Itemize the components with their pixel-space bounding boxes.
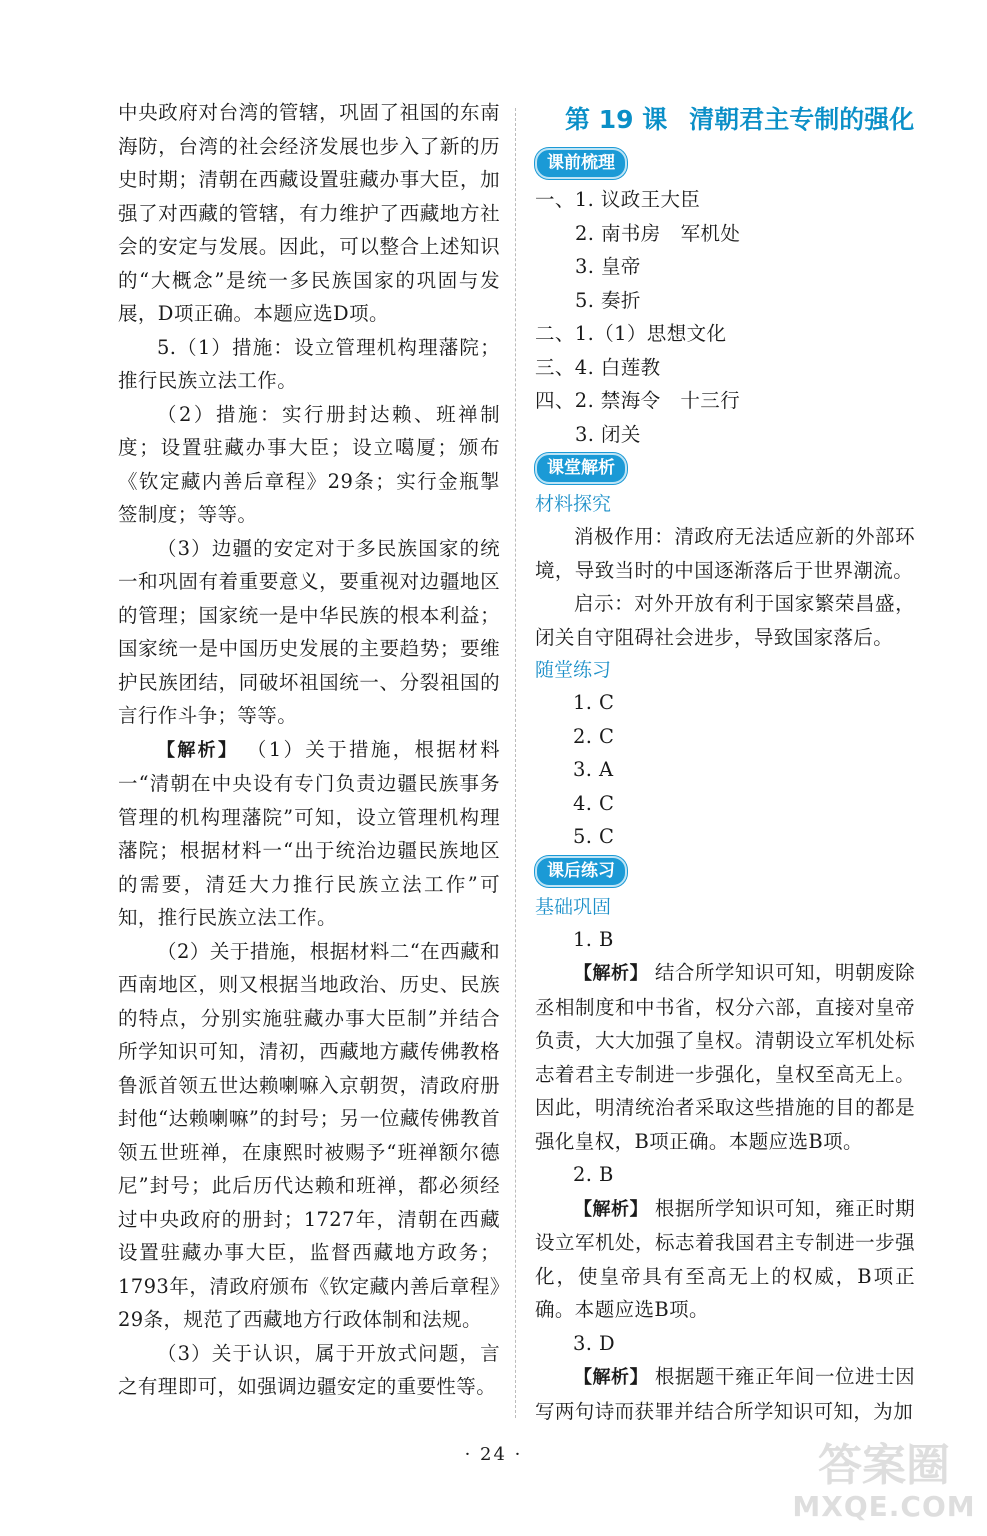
pre-item: 3. 闭关 — [575, 422, 641, 446]
question-2-answer: 2. B — [573, 1163, 614, 1186]
question-2-analysis — [535, 1192, 915, 1327]
analysis-tag: 【解析】 — [574, 963, 649, 984]
lesson-number: 第 19 课 — [565, 105, 668, 134]
page-number: · 24 · — [464, 1444, 523, 1465]
practice-answer: 4. C — [573, 791, 615, 815]
watermark-url: MXQE.COM — [792, 1490, 976, 1523]
section-badge-preclass: 课前梳理 — [535, 148, 627, 179]
practice-answer: 1. C — [573, 691, 615, 714]
right-column — [535, 96, 915, 1428]
analysis-5-3: （3）关于认识，属于开放式问题，言之有理即可，如强调边疆安定的重要性等。 — [118, 1341, 500, 1398]
question-1-answer: 1. B — [573, 927, 614, 951]
pre-item: 5. 奏折 — [575, 288, 641, 312]
analysis-5-1-text: （1）关于措施，根据材料一“清朝在中央设有专门负责边疆民族事务管理的机构理藩院”可知，设立管理机构理藩院；根据材料一“出于统治边疆民族地区的需要，清廷大力推行民族立法工作”可知，推行民族立法工作。 — [118, 737, 500, 929]
question-3-answer: 3. D — [573, 1331, 616, 1355]
pre-item: 一、1. 议政王大臣 — [535, 188, 701, 211]
question-3-analysis — [535, 1360, 915, 1428]
question-1-analysis — [535, 956, 915, 1158]
pre-item: 2. 南书房 军机处 — [575, 221, 741, 245]
analysis-text: 根据所学知识可知，雍正时期设立军机处，标志着我国君主专制进一步强化，使皇帝具有至高无上的权威，B项正确。本题应选B项。 — [535, 1196, 915, 1321]
analysis-text: 结合所学知识可知，明朝废除丞相制度和中书省，权分六部，直接对皇帝负责，大大加强了皇权。清朝设立军机处标志着君主专制进一步强化，皇权至高无上。因此，明清统治者采取这些措施的目的都是强化皇权，B项正确。本题应选B项。 — [535, 961, 915, 1153]
analysis-tag: 【解析】 — [574, 1367, 649, 1388]
section-badge-afterclass: 课后练习 — [535, 856, 627, 887]
lesson-title — [565, 100, 915, 140]
left-column — [118, 96, 500, 1404]
analysis-5-2: （2）关于措施，根据材料二“在西藏和西南地区，则又根据当地政治、历史、民族的特点，分别实施驻藏办事大臣制”并结合所学知识可知，清初，西藏地方藏传佛教格鲁派首领五世达赖喇嘛入京朝贺，清政府册封他“达赖喇嘛”的封号；另一位藏传佛教首领五世班禅，在康熙时被赐予“班禅额尔德尼”封号；此后历代达赖和班禅，都必须经过中央政府的册封；1727年，清朝在西藏设置驻藏办事大臣，监督西藏地方政务；1793年，清政府颁布《钦定藏内善后章程》29条，规范了西藏地方行政体制和法规。 — [118, 939, 500, 1331]
analysis-5-1 — [118, 733, 500, 935]
watermark-text: 答案圈 — [818, 1440, 950, 1491]
answer-5-3: （3）边疆的安定对于多民族国家的统一和巩固有着重要意义，要重视对边疆地区的管理；国家统一是中华民族的根本利益；国家统一是中国历史发展的主要趋势；要维护民族团结，同破坏祖国统一、分裂祖国的言行作斗争；等等。 — [118, 536, 500, 727]
subhead-basic: 基础巩固 — [535, 895, 612, 918]
analysis-tag: 【解析】 — [574, 1198, 649, 1220]
analysis-tag: 【解析】 — [157, 739, 239, 761]
material-insight: 启示：对外开放有利于国家繁荣昌盛，闭关自守阻碍社会进步，导致国家落后。 — [535, 592, 915, 649]
pre-item: 二、1.（1）思想文化 — [535, 322, 727, 345]
practice-answer: 3. A — [573, 758, 614, 781]
analysis-text: 根据题干雍正年间一位进士因写两句诗而获罪并结合所学知识可知，为加 — [535, 1365, 915, 1423]
subhead-material: 材料探究 — [535, 493, 612, 515]
practice-answer: 2. C — [573, 724, 615, 748]
section-badge-inclass: 课堂解析 — [535, 453, 627, 484]
pre-item: 四、2. 禁海令 十三行 — [535, 389, 741, 412]
pre-item: 三、4. 白莲教 — [535, 355, 661, 379]
left-paragraph-1: 中央政府对台湾的管辖，巩固了祖国的东南海防，台湾的社会经济发展也步入了新的历史时期；清朝在西藏设置驻藏办事大臣，加强了对西藏的管辖，有力维护了西藏地方社会的安定与发展。因此，可以整合上述知识的“大概念”是统一多民族国家的巩固与发展，D项正确。本题应选D项。 — [118, 101, 500, 325]
answer-5-1: 5.（1）措施：设立管理机构理藩院；推行民族立法工作。 — [118, 335, 500, 392]
answer-5-2: （2）措施：实行册封达赖、班禅制度；设置驻藏办事大臣；设立噶厦；颁布《钦定藏内善后章程》29条；实行金瓶掣签制度；等等。 — [118, 402, 500, 526]
material-negative: 消极作用：清政府无法适应新的外部环境，导致当时的中国逐渐落后于世界潮流。 — [535, 525, 915, 582]
lesson-name: 清朝君主专制的强化 — [689, 105, 915, 134]
subhead-practice: 随堂练习 — [535, 659, 612, 681]
pre-item: 3. 皇帝 — [575, 255, 641, 278]
column-divider — [515, 108, 516, 1418]
watermark-logo — [789, 1440, 979, 1530]
practice-answer: 5. C — [573, 825, 615, 848]
